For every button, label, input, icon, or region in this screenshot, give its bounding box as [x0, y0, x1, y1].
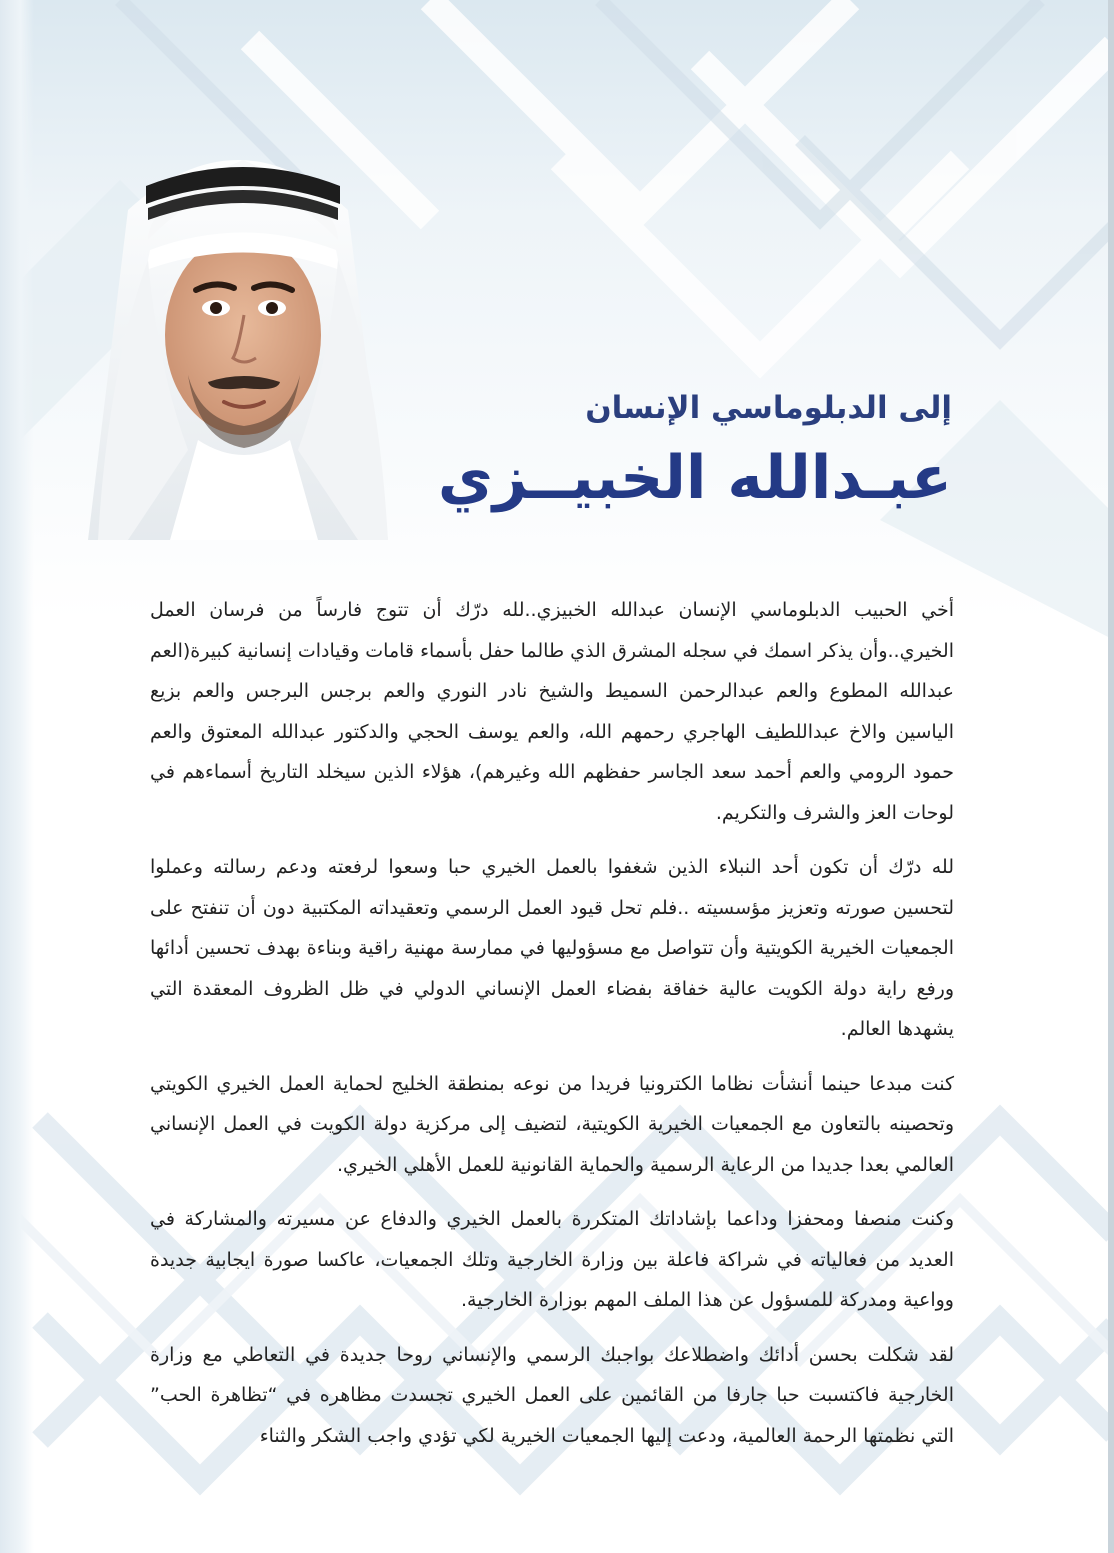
paragraph-3: كنت مبدعا حينما أنشأت نظاما الكترونيا فريدا من نوعه بمنطقة الخليج لحماية العمل الخيري الكويتي وتحصينه بالتعاون مع الجمعيات الخيرية الكويتية، لتضيف إلى مركزية دولة الكويت في العمل الإنساني العالمي بعدا جديدا من الرعاية الرسمية والحماية القانونية للعمل الأهلي الخيري.	[150, 1072, 954, 1176]
paragraph-2: لله درّك أن تكون أحد النبلاء الذين شغفوا بالعمل الخيري حبا وسعوا لرفعته ودعم رسالته وعملوا لتحسين صورته وتعزيز مؤسسيته ..فلم تحل قيود العمل الرسمي وتعقيداته المكتبية دون أن تنفتح على الجمعيات الخيرية الكويتية وأن تتواصل مع مسؤوليها في ممارسة مهنية راقية وبناءة بهدف تحسين أدائها ورفع راية دولة الكويت عالية خفاقة بفضاء العمل الإنساني الدولي في ظل الظروف المعقدة التي يشهدها العالم.	[150, 856, 954, 1040]
heading-block	[438, 382, 952, 528]
paragraph-4: وكنت منصفا ومحفزا وداعما بإشاداتك المتكررة بالعمل الخيري والدفاع عن مسيرته والمشاركة في العديد من فعالياته في شراكة فاعلة بين وزارة الخارجية وتلك الجمعيات، عاكسا صورة ايجابية جديدة وواعية ومدركة للمسؤول عن هذا الملف المهم بوزارة الخارجية.	[150, 1208, 954, 1311]
page-right-edge	[1108, 0, 1114, 1553]
page-subtitle: إلى الدبلوماسي الإنسان	[585, 390, 952, 426]
paragraph-5: لقد شكلت بحسن أدائك واضطلاعك بواجبك الرسمي والإنساني روحا جديدة في التعاطي مع وزارة الخارجية فاكتسبت حبا جارفا من القائمين على العمل الخيري تجسدت مظاهره في “تظاهرة الحب” التي نظمتها الرحمة العالمية، ودعت إليها الجمعيات الخيرية لكي تؤدي واجب الشكر والثناء	[150, 1343, 954, 1447]
page-binding-shadow	[0, 0, 34, 1553]
page-title: عبـدالله الخبيــزي	[437, 443, 952, 513]
portrait-photo-icon	[88, 120, 388, 540]
paragraph-1: أخي الحبيب الدبلوماسي الإنسان عبدالله الخبيزي..لله درّك أن تتوج فارساً من فرسان العمل الخيري..وأن يذكر اسمك في سجله المشرق الذي طالما حفل بأسماء قامات وقيادات إنسانية كبيرة(العم عبدالله المطوع والعم عبدالرحمن السميط والشيخ نادر النوري والعم برجس البرجس والعم بزيع الياسين والاخ عبداللطيف الهاجري رحمهم الله، والعم يوسف الحجي والدكتور عبدالله المعتوق والعم حمود الرومي والعم أحمد سعد الجاسر حفظهم الله وغيرهم)، هؤلاء الذين سيخلد التاريخ أسماءهم في لوحات العز والشرف والتكريم.	[150, 599, 954, 824]
letter-body	[150, 590, 954, 1470]
